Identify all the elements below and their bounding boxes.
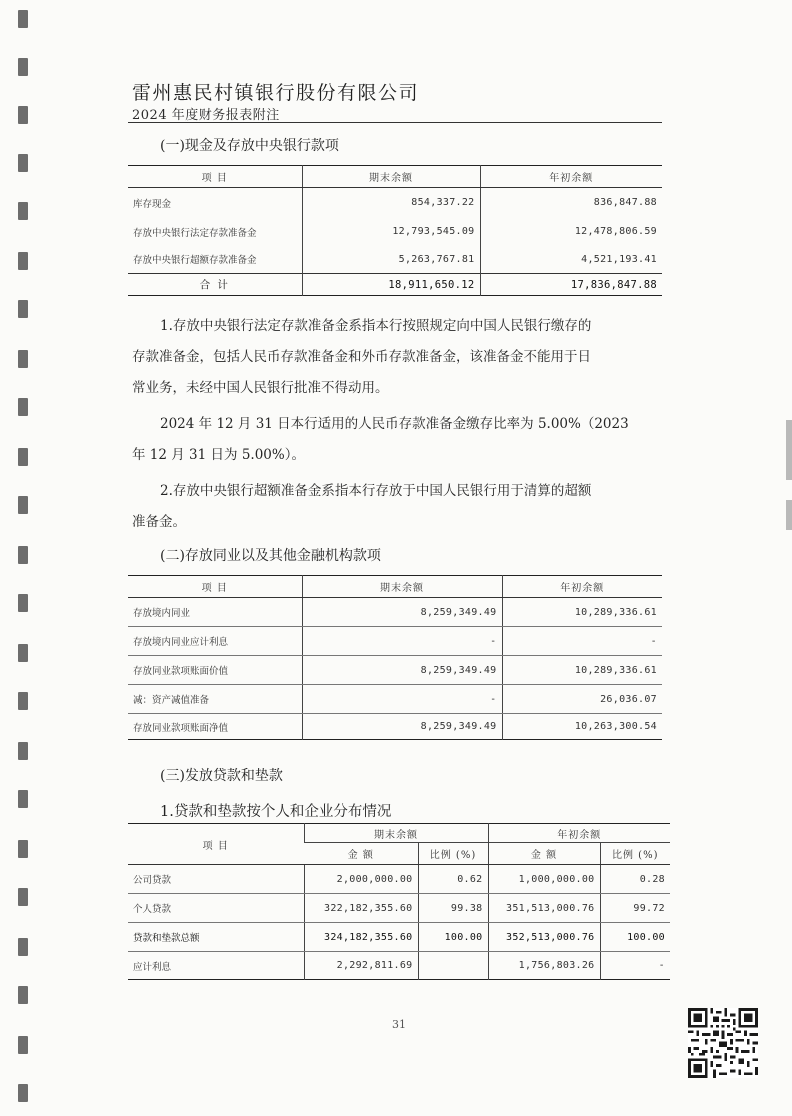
end-balance: - bbox=[302, 627, 502, 656]
column-header: 期末余额 bbox=[302, 166, 480, 188]
end-balance: 12,793,545.09 bbox=[302, 218, 480, 246]
table-row bbox=[128, 598, 662, 627]
note-paragraph: 常业务，未经中国人民银行批准不得动用。 bbox=[132, 380, 389, 396]
row-label: 个人贷款 bbox=[128, 894, 304, 923]
total-row bbox=[128, 923, 670, 952]
begin-balance: 836,847.88 bbox=[480, 188, 662, 218]
begin-balance: - bbox=[502, 627, 662, 656]
column-header: 项 目 bbox=[128, 166, 302, 188]
begin-balance: 17,836,847.88 bbox=[480, 274, 662, 296]
note-paragraph: 准备金。 bbox=[132, 514, 186, 530]
begin-ratio: 100.00 bbox=[600, 923, 670, 952]
row-label: 存放中央银行法定存款准备金 bbox=[133, 227, 257, 239]
row-label: 贷款和垫款总额 bbox=[128, 923, 304, 952]
scan-edge-mark bbox=[786, 420, 792, 480]
end-ratio: 99.38 bbox=[418, 894, 488, 923]
row-label: 存放同业款项账面价值 bbox=[128, 656, 302, 685]
loans-distribution-table bbox=[128, 823, 670, 980]
company-name: 雷州惠民村镇银行股份有限公司 bbox=[132, 82, 420, 104]
report-subtitle: 2024 年度财务报表附注 bbox=[132, 108, 280, 123]
section-title-interbank: (二)存放同业以及其他金融机构款项 bbox=[160, 548, 381, 564]
table-row bbox=[128, 894, 670, 923]
begin-balance: 10,289,336.61 bbox=[502, 598, 662, 627]
end-balance: 854,337.22 bbox=[302, 188, 480, 218]
begin-ratio: - bbox=[600, 952, 670, 980]
cash-deposits-table bbox=[128, 165, 662, 296]
note-paragraph: 存款准备金，包括人民币存款准备金和外币存款准备金，该准备金不能用于日 bbox=[132, 349, 591, 365]
begin-amount: 1,000,000.00 bbox=[488, 865, 600, 894]
binding-holes bbox=[18, 0, 32, 1116]
end-ratio: 100.00 bbox=[418, 923, 488, 952]
total-label: 合 计 bbox=[128, 274, 302, 296]
end-balance: 5,263,767.81 bbox=[302, 246, 480, 274]
end-amount: 322,182,355.60 bbox=[304, 894, 418, 923]
qr-code-icon bbox=[688, 1008, 758, 1078]
begin-balance: 12,478,806.59 bbox=[480, 218, 662, 246]
table-row bbox=[128, 656, 662, 685]
note-paragraph: 2.存放中央银行超额准备金系指本行存放于中国人民银行用于清算的超额 bbox=[160, 483, 592, 499]
page-number: 31 bbox=[392, 1018, 406, 1031]
row-label: 减：资产减值准备 bbox=[128, 685, 302, 714]
end-balance: 18,911,650.12 bbox=[302, 274, 480, 296]
begin-amount: 1,756,803.26 bbox=[488, 952, 600, 980]
begin-balance: 4,521,193.41 bbox=[480, 246, 662, 274]
interbank-deposits-table bbox=[128, 575, 662, 740]
section-title-loans: (三)发放贷款和垫款 bbox=[160, 768, 283, 784]
begin-ratio: 0.28 bbox=[600, 865, 670, 894]
total-row bbox=[128, 274, 662, 296]
column-header: 比例 (%) bbox=[418, 843, 488, 865]
header-divider bbox=[128, 122, 662, 123]
end-amount: 2,292,811.69 bbox=[304, 952, 418, 980]
column-group-header: 年初余额 bbox=[488, 824, 670, 843]
end-ratio: 0.62 bbox=[418, 865, 488, 894]
row-label: 存放境内同业 bbox=[128, 598, 302, 627]
end-amount: 324,182,355.60 bbox=[304, 923, 418, 952]
table-row bbox=[128, 188, 662, 218]
end-balance: 8,259,349.49 bbox=[302, 714, 502, 740]
subsection-title-loans-distribution: 1.贷款和垫款按个人和企业分布情况 bbox=[160, 804, 392, 820]
table-row bbox=[128, 714, 662, 740]
table-row bbox=[128, 627, 662, 656]
column-header: 比例 (%) bbox=[600, 843, 670, 865]
column-header: 项 目 bbox=[128, 824, 304, 865]
begin-ratio: 99.72 bbox=[600, 894, 670, 923]
column-header: 期末余额 bbox=[302, 576, 502, 598]
end-balance: - bbox=[302, 685, 502, 714]
end-balance: 8,259,349.49 bbox=[302, 656, 502, 685]
note-paragraph: 年 12 月 31 日为 5.00%）。 bbox=[132, 447, 305, 463]
column-header: 项 目 bbox=[128, 576, 302, 598]
row-label: 库存现金 bbox=[133, 198, 172, 210]
row-label: 应计利息 bbox=[133, 961, 172, 973]
table-row bbox=[128, 218, 662, 246]
note-paragraph: 1.存放中央银行法定存款准备金系指本行按照规定向中国人民银行缴存的 bbox=[160, 318, 592, 334]
end-ratio bbox=[418, 952, 488, 980]
end-amount: 2,000,000.00 bbox=[304, 865, 418, 894]
scan-edge-mark bbox=[786, 500, 792, 530]
column-header: 金 额 bbox=[304, 843, 418, 865]
column-header: 金 额 bbox=[488, 843, 600, 865]
column-group-header: 期末余额 bbox=[304, 824, 488, 843]
begin-amount: 352,513,000.76 bbox=[488, 923, 600, 952]
note-paragraph: 2024 年 12 月 31 日本行适用的人民币存款准备金缴存比率为 5.00%（2023 bbox=[160, 416, 629, 432]
begin-balance: 26,036.07 bbox=[502, 685, 662, 714]
table-row bbox=[128, 246, 662, 274]
section-title-cash: (一)现金及存放中央银行款项 bbox=[160, 138, 339, 154]
end-balance: 8,259,349.49 bbox=[302, 598, 502, 627]
row-label: 公司贷款 bbox=[128, 865, 304, 894]
begin-balance: 10,289,336.61 bbox=[502, 656, 662, 685]
row-label: 存放同业款项账面净值 bbox=[133, 722, 229, 734]
row-label: 存放中央银行超额存款准备金 bbox=[133, 255, 257, 267]
table-row bbox=[128, 685, 662, 714]
column-header: 年初余额 bbox=[502, 576, 662, 598]
table-row bbox=[128, 952, 670, 980]
begin-balance: 10,263,300.54 bbox=[502, 714, 662, 740]
table-row bbox=[128, 865, 670, 894]
column-header: 年初余额 bbox=[480, 166, 662, 188]
begin-amount: 351,513,000.76 bbox=[488, 894, 600, 923]
row-label: 存放境内同业应计利息 bbox=[128, 627, 302, 656]
